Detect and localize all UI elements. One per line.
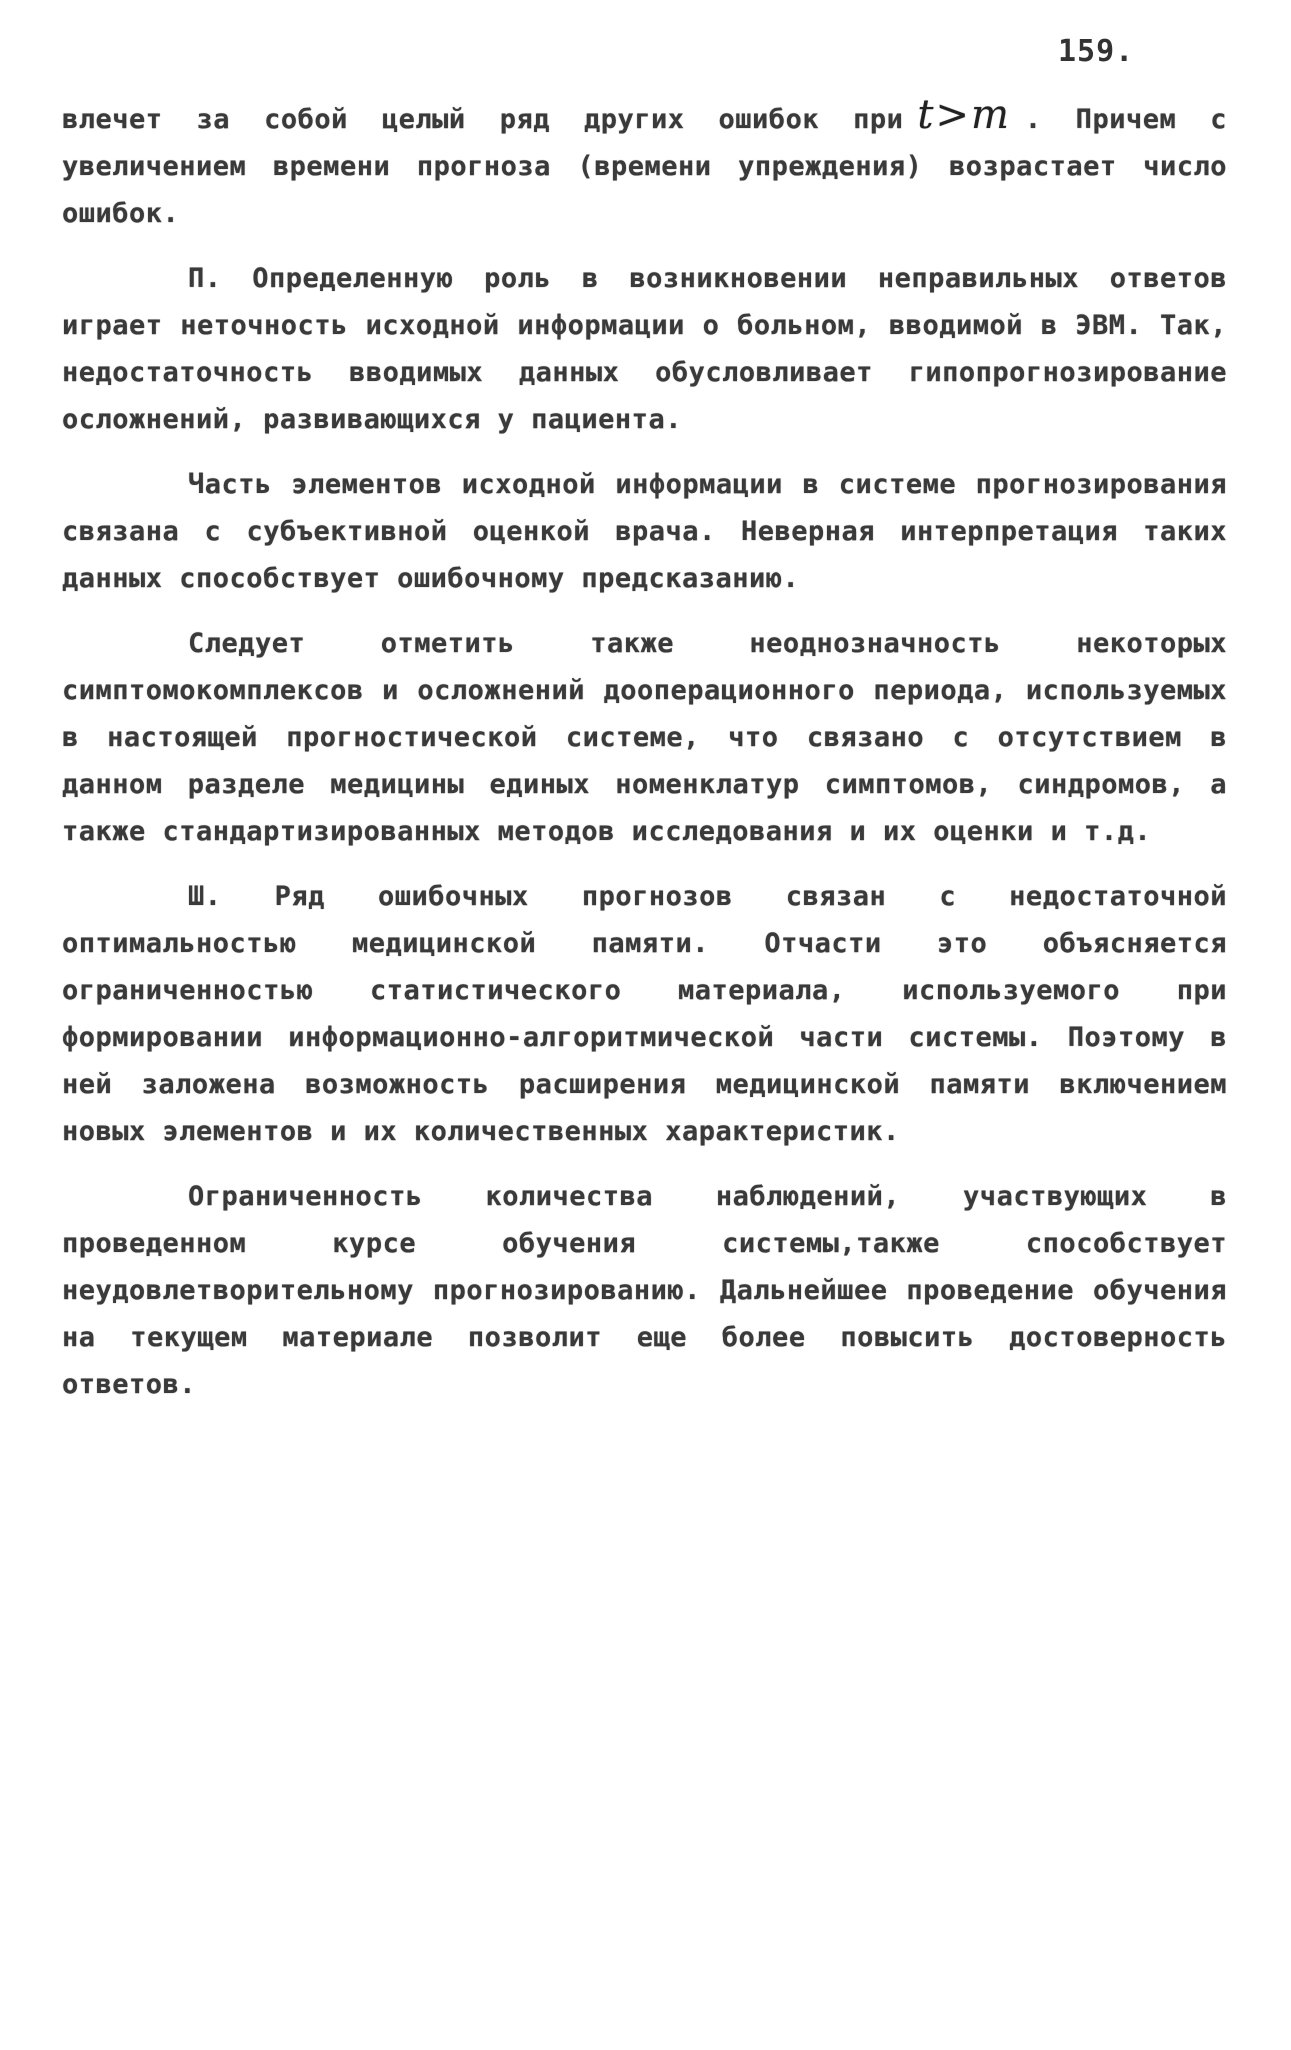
document-body (62, 92, 1227, 1408)
paragraph-6: Ограниченность количества наблюдений, участвующих в проведенном курсе обучения системы,также способствует неудовлетворительному прогнозированию. Дальнейшее проведение обучения на текущем материале позволит еще более повысить достоверность ответов. (62, 1181, 1227, 1400)
paragraph-1-text-end: . Причем с увеличением времени прогноза (времени упреждения) возрастает число ошибок. (62, 104, 1227, 229)
paragraph-4: Следует отметить также неоднозначность некоторых симптомокомплексов и осложнений дооперационного периода, используемых в настоящей прогностической системе, что связано с отсутствием в данном разделе медицины единых номенклатур симптомов, синдромов, а также стандартизированных методов исследования и их оценки и т.д. (62, 628, 1227, 847)
page-number: 159. (1058, 34, 1135, 69)
paragraph-1-text-start: влечет за собой целый ряд других ошибок при (62, 104, 904, 135)
handwritten-formula: t>m (917, 92, 1011, 138)
paragraph-1 (62, 92, 1227, 237)
paragraph-2: П. Определенную роль в возникновении неправильных ответов играет неточность исходной информации о больном, вводимой в ЭВМ. Так, недостаточность вводимых данных обусловливает гипопрогнозирование осложнений, развивающихся у пациента. (62, 263, 1227, 435)
paragraph-5: Ш. Ряд ошибочных прогнозов связан с недостаточной оптимальностью медицинской памяти. Отчасти это объясняется ограниченностью статистического материала, используемого при формировании информационно-алгоритмической части системы. Поэтому в ней заложена возможность расширения медицинской памяти включением новых элементов и их количественных характеристик. (62, 881, 1227, 1147)
paragraph-3: Часть элементов исходной информации в системе прогнозирования связана с субъективной оценкой врача. Неверная интерпретация таких данных способствует ошибочному предсказанию. (62, 469, 1227, 594)
